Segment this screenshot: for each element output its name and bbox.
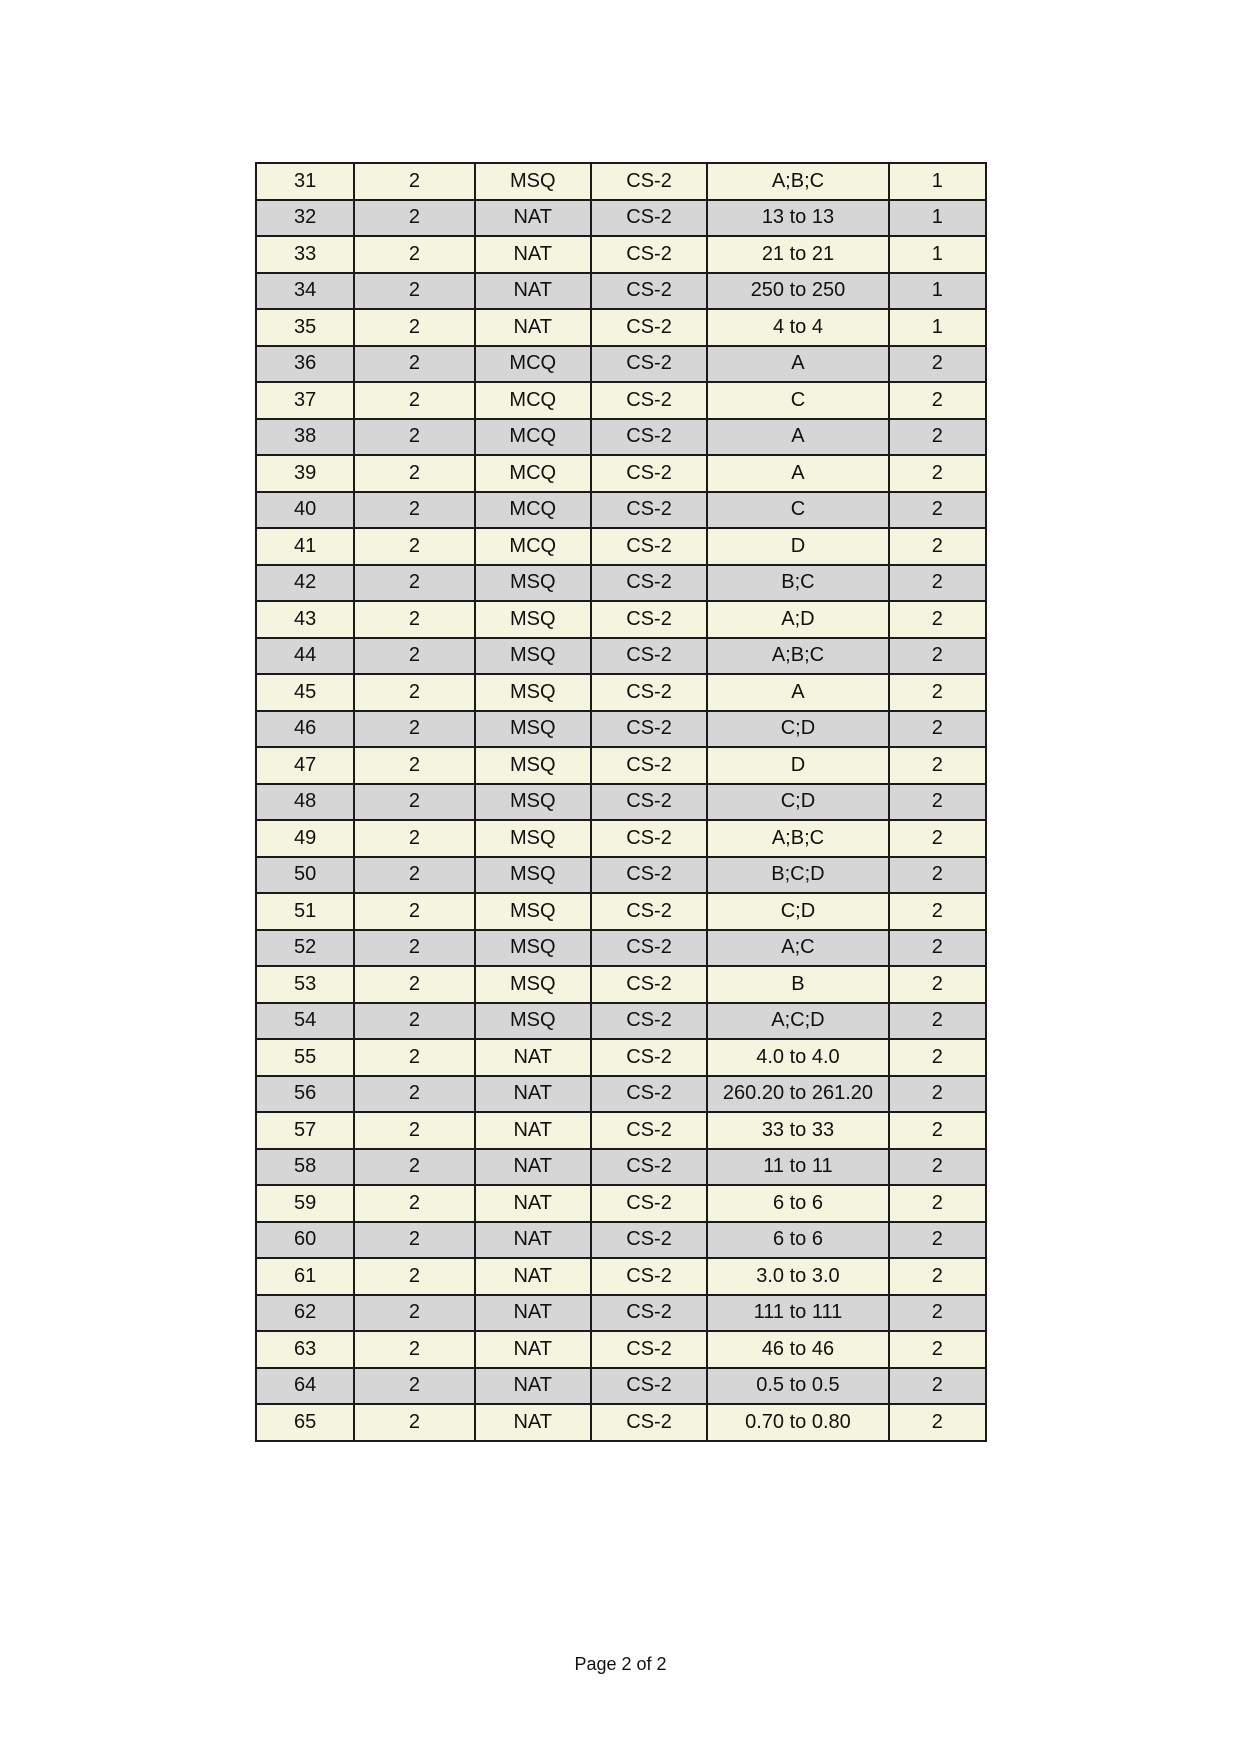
answer-key-cell: A (707, 674, 888, 711)
question-type-cell: NAT (475, 1258, 591, 1295)
paper-code-cell: CS-2 (591, 784, 707, 821)
question-type-cell: NAT (475, 1404, 591, 1441)
table-row (256, 966, 986, 1003)
section-cell: 2 (354, 674, 474, 711)
section-cell: 2 (354, 1368, 474, 1405)
table-row (256, 1222, 986, 1259)
question-type-cell: MSQ (475, 820, 591, 857)
question-type-cell: MSQ (475, 966, 591, 1003)
question-number-cell: 49 (256, 820, 354, 857)
answer-key-cell: C (707, 492, 888, 529)
question-type-cell: NAT (475, 1368, 591, 1405)
question-number-cell: 51 (256, 893, 354, 930)
question-number-cell: 59 (256, 1185, 354, 1222)
marks-cell: 2 (889, 1003, 986, 1040)
question-number-cell: 41 (256, 528, 354, 565)
question-type-cell: NAT (475, 1331, 591, 1368)
answer-key-cell: A;C (707, 930, 888, 967)
question-number-cell: 39 (256, 455, 354, 492)
table-row (256, 930, 986, 967)
paper-code-cell: CS-2 (591, 1404, 707, 1441)
question-number-cell: 36 (256, 346, 354, 383)
marks-cell: 2 (889, 857, 986, 894)
section-cell: 2 (354, 1331, 474, 1368)
section-cell: 2 (354, 455, 474, 492)
answer-key-cell: B (707, 966, 888, 1003)
question-type-cell: MSQ (475, 674, 591, 711)
section-cell: 2 (354, 747, 474, 784)
question-type-cell: MSQ (475, 893, 591, 930)
marks-cell: 2 (889, 455, 986, 492)
table-row (256, 419, 986, 456)
answer-key-cell: B;C;D (707, 857, 888, 894)
paper-code-cell: CS-2 (591, 674, 707, 711)
question-type-cell: NAT (475, 1112, 591, 1149)
answer-key-cell: 4 to 4 (707, 309, 888, 346)
marks-cell: 2 (889, 1185, 986, 1222)
question-type-cell: MSQ (475, 638, 591, 675)
section-cell: 2 (354, 163, 474, 200)
table-row (256, 1003, 986, 1040)
question-type-cell: MCQ (475, 492, 591, 529)
table-row (256, 1076, 986, 1113)
section-cell: 2 (354, 492, 474, 529)
table-row (256, 674, 986, 711)
question-number-cell: 37 (256, 382, 354, 419)
answer-key-cell: 4.0 to 4.0 (707, 1039, 888, 1076)
section-cell: 2 (354, 346, 474, 383)
table-row (256, 711, 986, 748)
question-type-cell: NAT (475, 1185, 591, 1222)
table-row (256, 565, 986, 602)
answer-key-cell: A;D (707, 601, 888, 638)
section-cell: 2 (354, 784, 474, 821)
question-number-cell: 40 (256, 492, 354, 529)
table-row (256, 1331, 986, 1368)
question-number-cell: 53 (256, 966, 354, 1003)
marks-cell: 2 (889, 1222, 986, 1259)
section-cell: 2 (354, 1003, 474, 1040)
paper-code-cell: CS-2 (591, 382, 707, 419)
question-type-cell: MSQ (475, 565, 591, 602)
paper-code-cell: CS-2 (591, 528, 707, 565)
question-type-cell: MCQ (475, 419, 591, 456)
answer-key-cell: C;D (707, 711, 888, 748)
marks-cell: 2 (889, 893, 986, 930)
paper-code-cell: CS-2 (591, 309, 707, 346)
paper-code-cell: CS-2 (591, 565, 707, 602)
question-number-cell: 43 (256, 601, 354, 638)
question-number-cell: 48 (256, 784, 354, 821)
answer-key-cell: 250 to 250 (707, 273, 888, 310)
marks-cell: 2 (889, 528, 986, 565)
page-number: Page 2 of 2 (574, 1654, 667, 1674)
paper-code-cell: CS-2 (591, 492, 707, 529)
answer-key-cell: A (707, 455, 888, 492)
paper-code-cell: CS-2 (591, 1295, 707, 1332)
table-row (256, 1039, 986, 1076)
marks-cell: 2 (889, 711, 986, 748)
table-row (256, 1295, 986, 1332)
table-row (256, 1149, 986, 1186)
marks-cell: 2 (889, 382, 986, 419)
marks-cell: 2 (889, 674, 986, 711)
question-number-cell: 65 (256, 1404, 354, 1441)
answer-key-cell: 260.20 to 261.20 (707, 1076, 888, 1113)
paper-code-cell: CS-2 (591, 601, 707, 638)
question-number-cell: 33 (256, 236, 354, 273)
answer-key-cell: 6 to 6 (707, 1185, 888, 1222)
section-cell: 2 (354, 309, 474, 346)
answer-key-cell: A;C;D (707, 1003, 888, 1040)
answer-key-cell: 21 to 21 (707, 236, 888, 273)
marks-cell: 2 (889, 1149, 986, 1186)
paper-code-cell: CS-2 (591, 638, 707, 675)
table-row (256, 528, 986, 565)
paper-code-cell: CS-2 (591, 1258, 707, 1295)
section-cell: 2 (354, 1149, 474, 1186)
question-type-cell: MCQ (475, 528, 591, 565)
answer-key-cell: D (707, 528, 888, 565)
section-cell: 2 (354, 1076, 474, 1113)
question-number-cell: 38 (256, 419, 354, 456)
question-number-cell: 56 (256, 1076, 354, 1113)
question-type-cell: MSQ (475, 711, 591, 748)
table-row (256, 346, 986, 383)
paper-code-cell: CS-2 (591, 163, 707, 200)
marks-cell: 2 (889, 1076, 986, 1113)
marks-cell: 2 (889, 930, 986, 967)
paper-code-cell: CS-2 (591, 966, 707, 1003)
section-cell: 2 (354, 236, 474, 273)
marks-cell: 1 (889, 200, 986, 237)
table-row (256, 1404, 986, 1441)
question-type-cell: MCQ (475, 455, 591, 492)
section-cell: 2 (354, 820, 474, 857)
marks-cell: 2 (889, 565, 986, 602)
answer-key-cell: B;C (707, 565, 888, 602)
answer-key-cell: 0.70 to 0.80 (707, 1404, 888, 1441)
table-row (256, 1258, 986, 1295)
question-number-cell: 55 (256, 1039, 354, 1076)
question-type-cell: NAT (475, 1076, 591, 1113)
table-row (256, 1368, 986, 1405)
marks-cell: 2 (889, 346, 986, 383)
question-type-cell: MCQ (475, 382, 591, 419)
table-row (256, 893, 986, 930)
answer-key-cell: 46 to 46 (707, 1331, 888, 1368)
question-type-cell: MSQ (475, 1003, 591, 1040)
marks-cell: 2 (889, 492, 986, 529)
section-cell: 2 (354, 565, 474, 602)
marks-cell: 2 (889, 1039, 986, 1076)
question-type-cell: MSQ (475, 930, 591, 967)
answer-key-cell: 3.0 to 3.0 (707, 1258, 888, 1295)
table-row (256, 382, 986, 419)
question-type-cell: NAT (475, 236, 591, 273)
section-cell: 2 (354, 930, 474, 967)
answer-key-cell: A;B;C (707, 638, 888, 675)
answer-key-cell: A;B;C (707, 820, 888, 857)
paper-code-cell: CS-2 (591, 747, 707, 784)
paper-code-cell: CS-2 (591, 711, 707, 748)
answer-key-cell: 111 to 111 (707, 1295, 888, 1332)
table-row (256, 273, 986, 310)
answer-key-cell: C (707, 382, 888, 419)
answer-key-cell: 33 to 33 (707, 1112, 888, 1149)
question-number-cell: 54 (256, 1003, 354, 1040)
marks-cell: 2 (889, 784, 986, 821)
marks-cell: 2 (889, 966, 986, 1003)
section-cell: 2 (354, 1222, 474, 1259)
table-row (256, 1185, 986, 1222)
marks-cell: 2 (889, 1295, 986, 1332)
answer-key-cell: 11 to 11 (707, 1149, 888, 1186)
table-row (256, 601, 986, 638)
question-type-cell: MCQ (475, 346, 591, 383)
section-cell: 2 (354, 382, 474, 419)
section-cell: 2 (354, 1258, 474, 1295)
section-cell: 2 (354, 893, 474, 930)
question-number-cell: 46 (256, 711, 354, 748)
marks-cell: 2 (889, 747, 986, 784)
question-number-cell: 64 (256, 1368, 354, 1405)
question-type-cell: NAT (475, 1222, 591, 1259)
paper-code-cell: CS-2 (591, 930, 707, 967)
question-type-cell: NAT (475, 200, 591, 237)
table-row (256, 820, 986, 857)
paper-code-cell: CS-2 (591, 273, 707, 310)
answer-key-cell: D (707, 747, 888, 784)
section-cell: 2 (354, 200, 474, 237)
section-cell: 2 (354, 419, 474, 456)
marks-cell: 2 (889, 1404, 986, 1441)
question-type-cell: NAT (475, 1039, 591, 1076)
table-row (256, 236, 986, 273)
question-type-cell: MSQ (475, 163, 591, 200)
section-cell: 2 (354, 601, 474, 638)
marks-cell: 1 (889, 163, 986, 200)
marks-cell: 1 (889, 236, 986, 273)
question-type-cell: NAT (475, 1295, 591, 1332)
section-cell: 2 (354, 1295, 474, 1332)
question-number-cell: 52 (256, 930, 354, 967)
paper-code-cell: CS-2 (591, 1003, 707, 1040)
marks-cell: 2 (889, 1368, 986, 1405)
answer-key-cell: 13 to 13 (707, 200, 888, 237)
answer-key-table-body (256, 163, 986, 1441)
question-number-cell: 44 (256, 638, 354, 675)
table-row (256, 455, 986, 492)
question-type-cell: NAT (475, 309, 591, 346)
paper-code-cell: CS-2 (591, 1222, 707, 1259)
section-cell: 2 (354, 273, 474, 310)
paper-code-cell: CS-2 (591, 820, 707, 857)
question-number-cell: 31 (256, 163, 354, 200)
marks-cell: 2 (889, 820, 986, 857)
marks-cell: 2 (889, 601, 986, 638)
paper-code-cell: CS-2 (591, 1039, 707, 1076)
paper-code-cell: CS-2 (591, 1185, 707, 1222)
paper-code-cell: CS-2 (591, 893, 707, 930)
table-row (256, 857, 986, 894)
marks-cell: 2 (889, 638, 986, 675)
question-number-cell: 63 (256, 1331, 354, 1368)
paper-code-cell: CS-2 (591, 1368, 707, 1405)
question-type-cell: MSQ (475, 784, 591, 821)
table-row (256, 1112, 986, 1149)
question-number-cell: 35 (256, 309, 354, 346)
answer-key-cell: 6 to 6 (707, 1222, 888, 1259)
question-number-cell: 34 (256, 273, 354, 310)
table-row (256, 638, 986, 675)
answer-key-table (255, 162, 987, 1442)
paper-code-cell: CS-2 (591, 1112, 707, 1149)
paper-code-cell: CS-2 (591, 346, 707, 383)
question-number-cell: 45 (256, 674, 354, 711)
section-cell: 2 (354, 857, 474, 894)
table-row (256, 163, 986, 200)
question-number-cell: 42 (256, 565, 354, 602)
section-cell: 2 (354, 528, 474, 565)
answer-key-cell: A (707, 346, 888, 383)
answer-key-cell: C;D (707, 893, 888, 930)
question-type-cell: NAT (475, 273, 591, 310)
table-row (256, 200, 986, 237)
section-cell: 2 (354, 638, 474, 675)
section-cell: 2 (354, 1112, 474, 1149)
section-cell: 2 (354, 711, 474, 748)
marks-cell: 2 (889, 419, 986, 456)
answer-key-cell: C;D (707, 784, 888, 821)
question-number-cell: 60 (256, 1222, 354, 1259)
answer-key-cell: 0.5 to 0.5 (707, 1368, 888, 1405)
question-number-cell: 61 (256, 1258, 354, 1295)
section-cell: 2 (354, 966, 474, 1003)
table-row (256, 309, 986, 346)
question-number-cell: 32 (256, 200, 354, 237)
section-cell: 2 (354, 1185, 474, 1222)
question-number-cell: 47 (256, 747, 354, 784)
section-cell: 2 (354, 1404, 474, 1441)
paper-code-cell: CS-2 (591, 455, 707, 492)
table-row (256, 747, 986, 784)
question-type-cell: MSQ (475, 601, 591, 638)
question-type-cell: MSQ (475, 857, 591, 894)
paper-code-cell: CS-2 (591, 419, 707, 456)
paper-code-cell: CS-2 (591, 857, 707, 894)
question-number-cell: 58 (256, 1149, 354, 1186)
paper-code-cell: CS-2 (591, 1149, 707, 1186)
marks-cell: 2 (889, 1258, 986, 1295)
marks-cell: 1 (889, 309, 986, 346)
question-type-cell: MSQ (475, 747, 591, 784)
question-number-cell: 50 (256, 857, 354, 894)
paper-code-cell: CS-2 (591, 236, 707, 273)
marks-cell: 1 (889, 273, 986, 310)
answer-key-cell: A (707, 419, 888, 456)
answer-key-cell: A;B;C (707, 163, 888, 200)
question-number-cell: 57 (256, 1112, 354, 1149)
paper-code-cell: CS-2 (591, 200, 707, 237)
table-row (256, 784, 986, 821)
paper-code-cell: CS-2 (591, 1331, 707, 1368)
marks-cell: 2 (889, 1112, 986, 1149)
table-row (256, 492, 986, 529)
marks-cell: 2 (889, 1331, 986, 1368)
paper-code-cell: CS-2 (591, 1076, 707, 1113)
question-number-cell: 62 (256, 1295, 354, 1332)
question-type-cell: NAT (475, 1149, 591, 1186)
section-cell: 2 (354, 1039, 474, 1076)
